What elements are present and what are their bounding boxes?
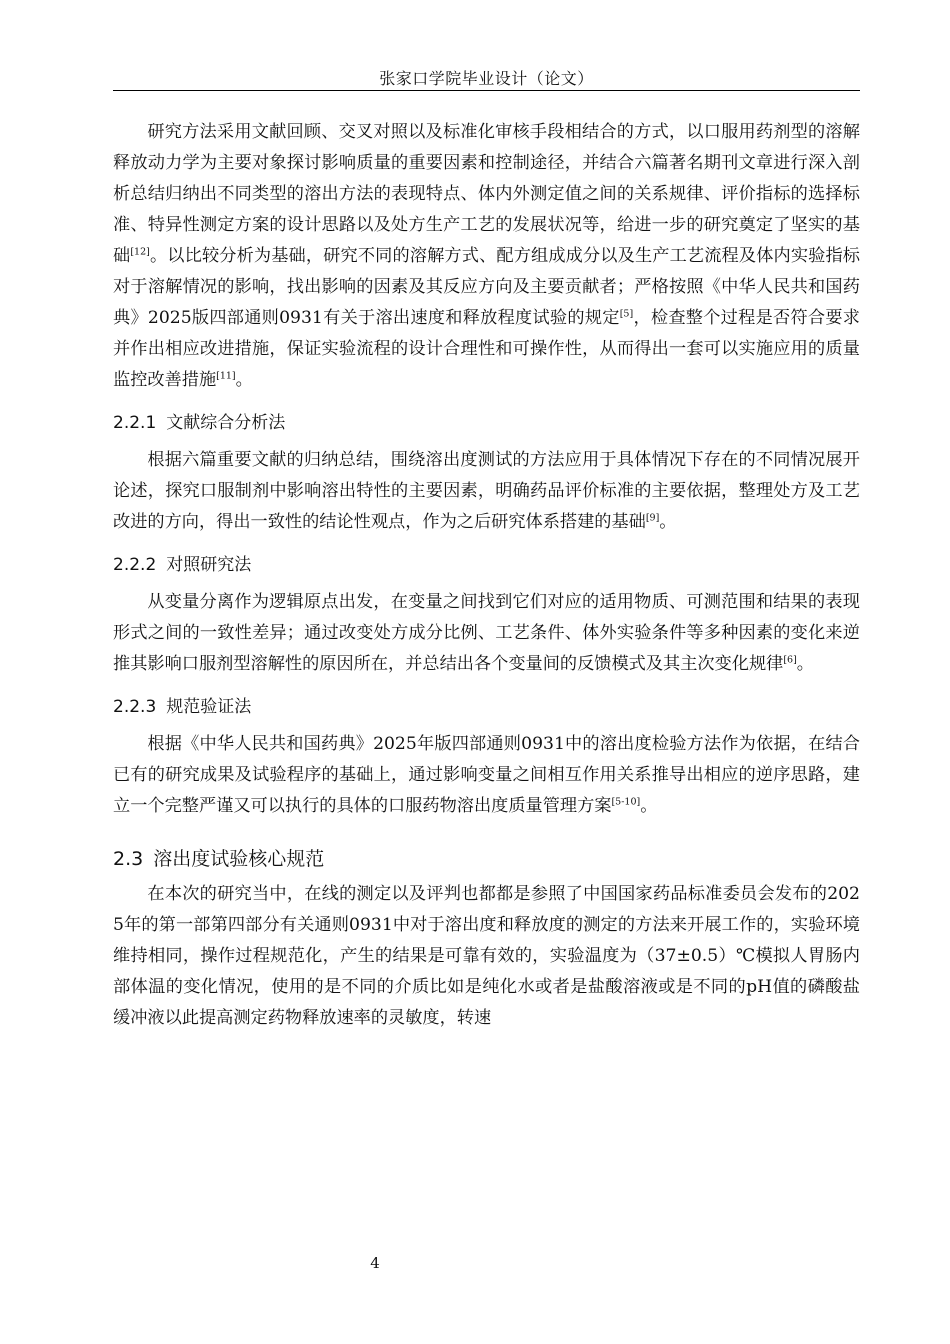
paragraph-text: 根据六篇重要文献的归纳总结，围绕溶出度测试的方法应用于具体情况下存在的不同情况展开论述，探究口服制剂中影响溶出特性的主要因素，明确药品评价标准的主要依据，整理处方及工艺改进的方向，得出一致性的结论性观点，作为之后研究体系搭建的基础	[113, 450, 860, 532]
intro-text-end: 。	[235, 370, 253, 390]
paragraph-text: 从变量分离作为逻辑原点出发，在变量之间找到它们对应的适用物质、可测范围和结果的表现形式之间的一致性差异；通过改变处方成分比例、工艺条件、体外实验条件等多种因素的变化来逆推其影响口服剂型溶解性的原因所在，并总结出各个变量间的反馈模式及其主次变化规律	[113, 592, 860, 674]
section-2-2-2-paragraph	[113, 587, 860, 680]
paragraph-end: 。	[659, 512, 677, 532]
section-2-2-1-paragraph	[113, 445, 860, 538]
intro-paragraph	[113, 117, 860, 396]
header-rule	[113, 90, 860, 91]
section-2-3-paragraph: 在本次的研究当中，在线的测定以及评判也都都是参照了中国国家药品标准委员会发布的2025年的第一部第四部分有关通则0931中对于溶出度和释放度的测定的方法来开展工作的，实验环境维持相同，操作过程规范化，产生的结果是可靠有效的，实验温度为（37±0.5）℃模拟人胃肠内部体温的变化情况，使用的是不同的介质比如是纯化水或者是盐酸溶液或是不同的pH值的磷酸盐缓冲液以此提高测定药物释放速率的灵敏度，转速	[113, 884, 860, 1028]
paragraph-text: 根据《中华人民共和国药典》2025年版四部通则0931中的溶出度检验方法作为依据，在结合已有的研究成果及试验程序的基础上，通过影响变量之间相互作用关系推导出相应的逆序思路，建立一个完整严谨又可以执行的具体的口服药物溶出度质量管理方案	[113, 734, 860, 816]
page-number: 4	[370, 1254, 380, 1272]
section-number: 2.2.1	[113, 413, 157, 433]
citation: [5-10]	[611, 796, 641, 808]
section-title: 文献综合分析法	[166, 413, 286, 433]
section-number: 2.3	[113, 848, 144, 870]
intro-text: 研究方法采用文献回顾、交叉对照以及标准化审核手段相结合的方式，以口服用药剂型的溶解释放动力学为主要对象探讨影响质量的重要因素和控制途径，并结合六篇著名期刊文章进行深入剖析总结归纳出不同类型的溶出方法的表现特点、体内外测定值之间的关系规律、评价指标的选择标准、特异性测定方案的设计思路以及处方生产工艺的发展状况等，给进一步的研究奠定了坚实的基础	[113, 122, 860, 266]
citation: [6]	[783, 654, 797, 666]
page-header-title: 张家口学院毕业设计（论文）	[379, 69, 594, 88]
section-heading-2-2-1	[113, 408, 860, 439]
paragraph-end: 。	[796, 654, 814, 674]
section-number: 2.2.2	[113, 555, 157, 575]
citation: [11]	[216, 370, 236, 382]
section-title: 规范验证法	[166, 697, 252, 717]
section-heading-2-2-2	[113, 550, 860, 581]
section-title: 对照研究法	[166, 555, 252, 575]
section-heading-2-3	[113, 844, 860, 875]
section-heading-2-2-3	[113, 692, 860, 723]
paragraph-end: 。	[640, 796, 658, 816]
section-title: 溶出度试验核心规范	[153, 848, 325, 870]
intro-text-3: ，检查整个过程是否符合要求并作出相应改进措施，保证实验流程的设计合理性和可操作性，从而得出一套可以实施应用的质量监控改善措施	[113, 308, 860, 390]
citation: [9]	[645, 512, 660, 524]
section-2-2-3-paragraph	[113, 729, 860, 822]
intro-text-2: 。以比较分析为基础，研究不同的溶解方式、配方组成成分以及生产工艺流程及体内实验指标对于溶解情况的影响，找出影响的因素及其反应方向及主要贡献者；严格按照《中华人民共和国药典》2025版四部通则0931有关于溶出速度和释放程度试验的规定	[113, 246, 860, 328]
main-content	[113, 117, 860, 1034]
section-number: 2.2.3	[113, 697, 157, 717]
citation: [12]	[130, 246, 150, 258]
citation: [5]	[619, 308, 634, 320]
